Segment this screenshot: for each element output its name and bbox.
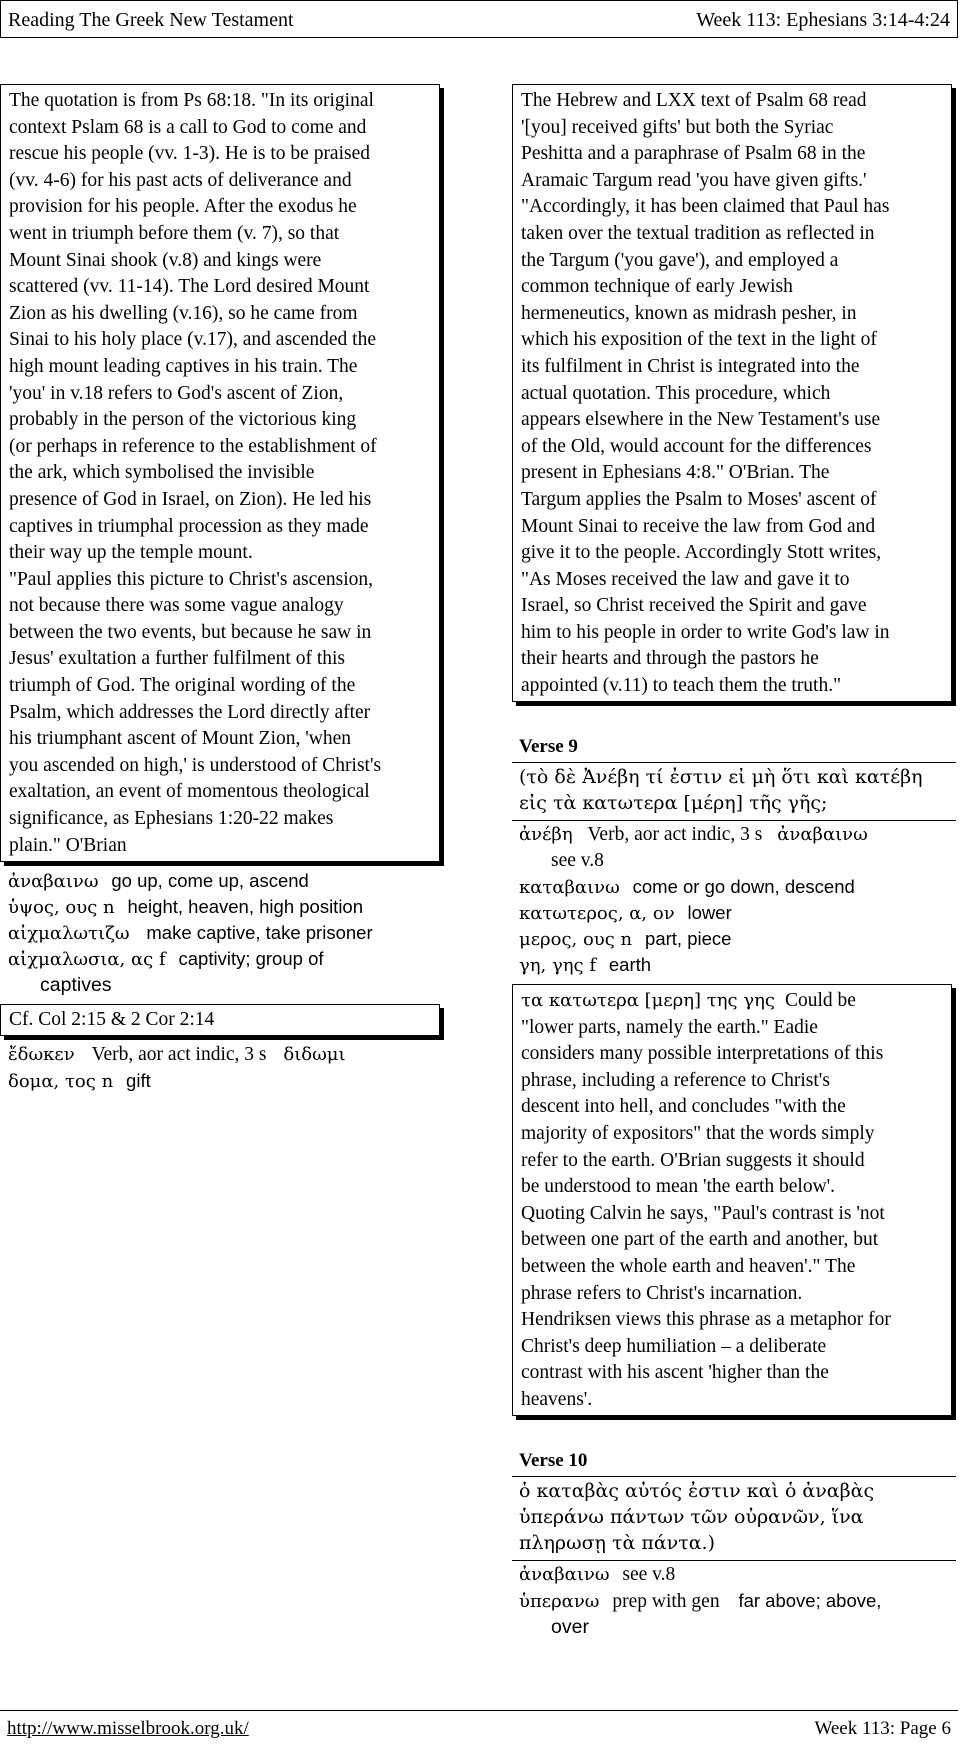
text-line: not because there was some vague analogy: [9, 595, 344, 617]
text-line: descent into hell, and concludes "with the: [521, 1096, 846, 1118]
verse-10-heading: Verse 10: [519, 1450, 588, 1471]
text-line: refer to the earth. O'Brian suggests it should: [521, 1149, 865, 1171]
text-line: "lower parts, namely the earth." Eadie: [521, 1016, 818, 1038]
cross-reference-box: Cf. Col 2:15 & 2 Cor 2:14: [0, 1004, 440, 1036]
text-line: rescue his people (vv. 1-3). He is to be praised: [9, 143, 370, 165]
vocab-row: ἀναβαινω see v.8: [519, 1564, 676, 1585]
text-line: of the Old, would account for the differences: [521, 435, 872, 457]
footer-rule: [0, 1710, 958, 1711]
text-line: present in Ephesians 4:8." O'Brian. The: [521, 462, 830, 484]
text-line: give it to the people. Accordingly Stott writes,: [521, 542, 882, 564]
vocab-row: αἰχμαλωτιζω make captive, take prisoner: [8, 922, 373, 944]
text-line: be understood to mean 'the earth below'.: [521, 1176, 836, 1198]
text-line: Mount Sinai to receive the law from God and: [521, 515, 876, 537]
text-line: appears elsewhere in the New Testament's use: [521, 409, 881, 431]
text-line: significance, as Ephesians 1:20-22 makes: [9, 808, 334, 830]
text-line: phrase refers to Christ's incarnation.: [521, 1282, 803, 1304]
text-line: τα κατωτερα [μερη] της γης Could be: [521, 990, 856, 1011]
vocab-row: γη, γης f earth: [519, 954, 652, 976]
verse-10-text: ὁ καταβὰς αὐτός ἐστιν καὶ ὁ ἀναβὰς: [519, 1480, 875, 1502]
header-week: Week 113: Ephesians 3:14-4:24: [696, 9, 950, 31]
vocab-continuation: captives: [40, 974, 112, 996]
text-line: triumph of God. The original wording of the: [9, 675, 356, 697]
text-line: '[you] received gifts' but both the Syriac: [521, 116, 834, 138]
page-header: [0, 0, 958, 38]
text-line: probably in the person of the victorious king: [9, 409, 357, 431]
text-line: Mount Sinai shook (v.8) and kings were: [9, 249, 322, 271]
text-line: Jesus' exultation a further fulfilment of this: [9, 648, 346, 670]
verse-9-heading: Verse 9: [519, 736, 578, 757]
verse-9-text: εἰς τὰ κατωτερα [μέρη] τῆς γῆς;: [519, 792, 828, 814]
text-line: (or perhaps in reference to the establishment of: [9, 435, 377, 457]
text-line: The Hebrew and LXX text of Psalm 68 read: [521, 90, 867, 111]
vocab-row: δομα, τος n gift: [8, 1070, 151, 1092]
text-line: high mount leading captives in his train. The: [9, 355, 358, 377]
verse-10-text: πληρωσῃ τὰ πάντα.): [519, 1532, 716, 1554]
text-line: provision for his people. After the exodus he: [9, 196, 357, 218]
vocab-row: ὑψος, ους n height, heaven, high position: [8, 896, 364, 918]
text-line: contrast with his ascent 'higher than the: [521, 1362, 829, 1384]
quote-box: [0, 84, 440, 862]
text-line: phrase, including a reference to Christ's: [521, 1069, 830, 1091]
text-line: his triumphant ascent of Mount Zion, 'when: [9, 728, 352, 750]
vocab-row: κατωτερος, α, ον lower: [519, 902, 732, 924]
text-line: context Pslam 68 is a call to God to come and: [9, 116, 367, 138]
vocab-row: αἰχμαλωσια, ας f captivity; group of: [8, 948, 324, 970]
text-line: 'you' in v.18 refers to God's ascent of Zion,: [9, 382, 344, 404]
text-line: Christ's deep humiliation – a deliberate: [521, 1335, 827, 1357]
text-line: "Accordingly, it has been claimed that Paul has: [521, 196, 890, 218]
divider: [512, 1476, 956, 1477]
text-line: him to his people in order to write God's law in: [521, 621, 890, 643]
vocab-row: μερος, ους n part, piece: [519, 928, 732, 950]
vocab-row: ἀναβαινω go up, come up, ascend: [8, 870, 309, 892]
text-line: Psalm, which addresses the Lord directly after: [9, 701, 371, 723]
footer-link[interactable]: http://www.misselbrook.org.uk/: [7, 1718, 249, 1739]
text-line: their hearts and through the pastors he: [521, 648, 819, 670]
text-line: Quoting Calvin he says, "Paul's contrast is 'not: [521, 1202, 885, 1224]
footer-page: Week 113: Page 6: [814, 1718, 951, 1739]
text-line: hermeneutics, known as midrash pesher, in: [521, 302, 857, 324]
see-reference: see v.8: [551, 850, 604, 871]
vocab-continuation: over: [551, 1616, 589, 1638]
text-line: their way up the temple mount.: [9, 542, 253, 564]
verse-10-text: ὑπεράνω πάντων τῶν οὐρανῶν, ἵνα: [519, 1506, 864, 1528]
text-line: went in triumph before them (v. 7), so that: [9, 222, 340, 244]
divider: [512, 820, 956, 821]
header-title: Reading The Greek New Testament: [8, 9, 294, 31]
text-line: scattered (vv. 11-14). The Lord desired Mount: [9, 276, 370, 298]
text-line: majority of expositors" that the words simply: [521, 1122, 875, 1144]
text-line: The quotation is from Ps 68:18. "In its original: [9, 90, 374, 111]
text-line: plain." O'Brian: [9, 834, 127, 856]
text-line: heavens'.: [521, 1388, 593, 1410]
vocab-row: καταβαινω come or go down, descend: [519, 876, 855, 898]
text-line: between the two events, but because he saw in: [9, 621, 372, 643]
text-line: its fulfilment in Christ is integrated into the: [521, 355, 860, 377]
text-line: the ark, which symbolised the invisible: [9, 462, 315, 484]
text-line: Israel, so Christ received the Spirit and gave: [521, 595, 867, 617]
divider: [512, 762, 956, 763]
text-line: exaltation, an event of momentous theological: [9, 781, 370, 803]
commentary-box: [512, 84, 952, 702]
text-line: Zion as his dwelling (v.16), so he came from: [9, 302, 358, 324]
parse-row: ἀνέβη Verb, aor act indic, 3 s ἀναβαινω: [519, 824, 868, 845]
text-line: Targum applies the Psalm to Moses' ascent of: [521, 488, 877, 510]
text-line: appointed (v.11) to teach them the truth.": [521, 675, 842, 697]
text-line: taken over the textual tradition as reflected in: [521, 222, 875, 244]
text-line: "As Moses received the law and gave it to: [521, 568, 850, 590]
text-line: (vv. 4-6) for his past acts of deliverance and: [9, 169, 352, 191]
text-line: presence of God in Israel, on Zion). He led his: [9, 488, 372, 510]
text-line: the Targum ('you gave'), and employed a: [521, 249, 839, 271]
text-line: between the whole earth and heaven'." The: [521, 1255, 856, 1277]
text-line: considers many possible interpretations of this: [521, 1043, 884, 1065]
verse-9-commentary-box: [512, 984, 952, 1416]
text-line: you ascended on high,' is understood of Christ's: [9, 754, 382, 776]
text-line: captives in triumphal procession as they made: [9, 515, 369, 537]
text-line: between one part of the earth and another, but: [521, 1229, 879, 1251]
verse-9-text: (τὸ δὲ Ἀνέβη τί ἐστιν εἰ μὴ ὅτι καὶ κατέβη: [519, 766, 923, 788]
text-line: Peshitta and a paraphrase of Psalm 68 in the: [521, 143, 866, 165]
parse-row: ἔδωκεν Verb, aor act indic, 3 s διδωμι: [8, 1044, 346, 1065]
page-footer: [0, 1712, 958, 1746]
text-line: Aramaic Targum read 'you have given gifts.': [521, 169, 867, 191]
text-line: which his exposition of the text in the light of: [521, 329, 877, 351]
divider: [512, 1560, 956, 1561]
text-line: common technique of early Jewish: [521, 276, 793, 298]
vocab-row: ὑπερανω prep with gen far above; above,: [519, 1590, 882, 1612]
text-line: Hendriksen views this phrase as a metaphor for: [521, 1309, 891, 1331]
text-line: actual quotation. This procedure, which: [521, 382, 831, 404]
text-line: Sinai to his holy place (v.17), and ascended the: [9, 329, 376, 351]
text-line: "Paul applies this picture to Christ's ascension,: [9, 568, 374, 590]
